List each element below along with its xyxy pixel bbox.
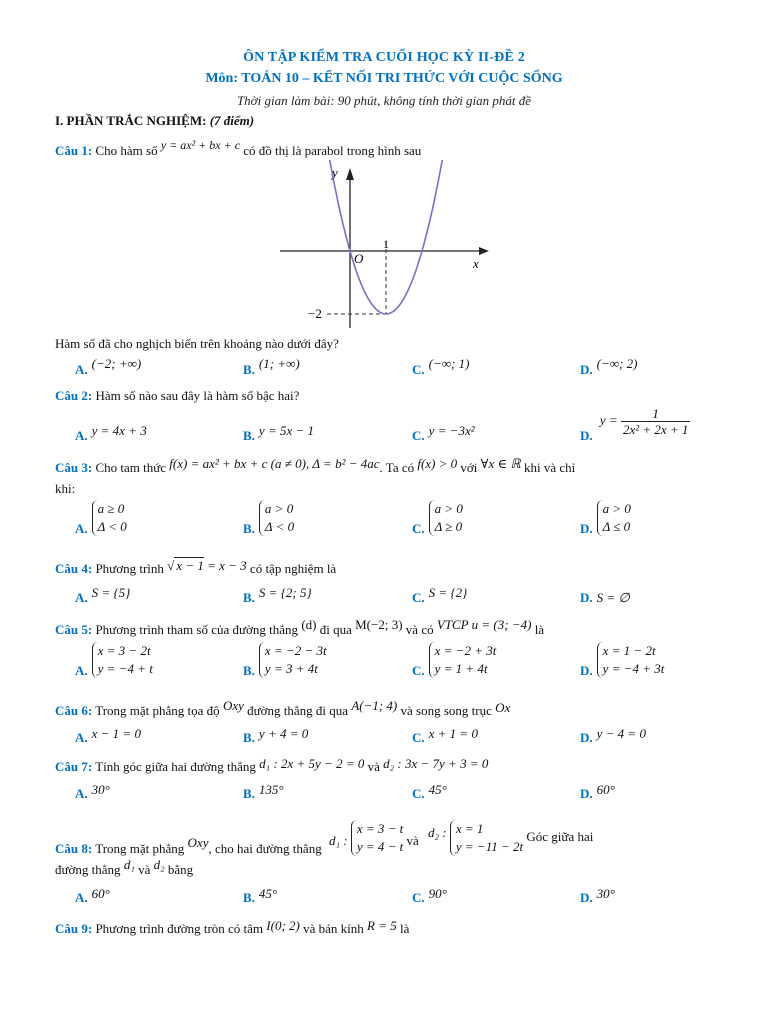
option-text: x − 1 = 0: [91, 726, 141, 741]
option-letter: D.: [580, 362, 593, 377]
question-text: và có: [405, 622, 434, 637]
system-line: x = 1: [455, 821, 484, 836]
question-3-stem: [55, 456, 576, 476]
system-d2: [450, 820, 523, 856]
question-text: là: [399, 921, 410, 936]
system: [597, 500, 631, 536]
option-text: 45°: [428, 782, 447, 797]
option-letter: A.: [75, 362, 88, 377]
formula: d₂ :: [428, 824, 447, 840]
question-text: , cho hai đường thẳng: [208, 840, 322, 856]
question-text: có tập nghiệm là: [249, 561, 337, 576]
question-label: Câu 5:: [55, 622, 93, 637]
option-text: S = {2; 5}: [258, 585, 312, 600]
option-letter: D.: [580, 590, 593, 605]
option-letter: B.: [243, 362, 255, 377]
formula: = x − 3: [207, 558, 247, 573]
q8-option-c[interactable]: [412, 886, 447, 906]
option-letter: C.: [412, 890, 425, 905]
option-letter: A.: [75, 428, 88, 443]
formula: f(x) > 0: [417, 456, 458, 471]
formula: Oxy: [187, 834, 209, 850]
q7-option-b[interactable]: [243, 782, 284, 802]
formula: d₁: [123, 857, 135, 872]
question-text: và: [138, 862, 151, 877]
q7-option-a[interactable]: [75, 782, 110, 802]
question-label: Câu 8:: [55, 840, 93, 856]
q7-option-c[interactable]: [412, 782, 447, 802]
formula: f(x) = ax² + bx + c (a ≠ 0), Δ = b² − 4ac: [169, 456, 380, 471]
question-text: và song song trục: [400, 703, 492, 718]
fraction-numerator: 1: [621, 406, 690, 422]
option-text: (−2; +∞): [91, 356, 142, 371]
q5-option-b[interactable]: [243, 642, 327, 678]
formula: R = 5: [367, 918, 397, 933]
question-6-stem: [55, 698, 511, 719]
x-axis-label: x: [473, 256, 479, 271]
formula: d₂ : 3x − 7y + 3 = 0: [383, 756, 489, 771]
system-line: Δ < 0: [97, 519, 127, 534]
question-text: Hàm số nào sau đây là hàm số bậc hai?: [95, 388, 300, 403]
system-line: x = −2 − 3t: [264, 643, 327, 658]
section-heading: [55, 113, 254, 129]
system-line: x = 1 − 2t: [602, 643, 656, 658]
question-text: có đồ thị là parabol trong hình sau: [243, 143, 422, 158]
q4-option-c[interactable]: [412, 585, 468, 606]
sqrt-radicand: x − 1: [176, 558, 204, 573]
x-tick-label: 1: [383, 237, 389, 251]
question-text: và: [406, 832, 419, 848]
formula: Oxy: [222, 698, 244, 713]
q6-option-c[interactable]: [412, 726, 478, 746]
option-text: y + 4 = 0: [258, 726, 309, 741]
system-line: Δ ≥ 0: [434, 519, 463, 534]
option-text: y =: [599, 412, 618, 428]
formula: A(−1; 4): [351, 698, 398, 713]
question-7-stem: [55, 756, 489, 775]
question-text: Tính góc giữa hai đường thẳng: [95, 759, 256, 774]
formula: y = ax² + bx + c: [160, 138, 241, 152]
system: [92, 500, 127, 536]
option-text: 30°: [596, 886, 615, 901]
system-line: a > 0: [264, 501, 294, 516]
option-text: (−∞; 2): [596, 356, 638, 371]
fraction: [621, 406, 690, 437]
option-letter: B.: [243, 520, 255, 536]
question-1-ask: Hàm số đã cho nghịch biến trên khoảng nào dưới đây?: [55, 336, 339, 351]
x-axis-arrow: [479, 247, 489, 255]
question-3-cont: khi:: [55, 481, 76, 496]
question-1-stem: [55, 138, 422, 159]
question-text: Trong mặt phẳng tọa độ: [95, 703, 220, 718]
system-line: x = 3 − t: [356, 821, 404, 836]
option-letter: A.: [75, 890, 88, 905]
q1-option-d[interactable]: [580, 356, 638, 378]
exam-title: ÔN TẬP KIỂM TRA CUỐI HỌC KỲ II-ĐỀ 2: [243, 50, 525, 65]
option-letter: B.: [243, 786, 255, 801]
q3-option-b[interactable]: [243, 500, 294, 536]
q4-option-a[interactable]: [75, 585, 131, 606]
option-text: x + 1 = 0: [428, 726, 478, 741]
question-text: đường thẳng đi qua: [247, 703, 349, 718]
section-label: I. PHẦN TRẮC NGHIỆM:: [55, 113, 207, 128]
option-letter: C.: [412, 520, 425, 536]
option-letter: B.: [243, 730, 255, 745]
question-text: bằng: [167, 862, 194, 877]
option-letter: D.: [580, 662, 593, 678]
question-label: Câu 4:: [55, 561, 93, 576]
system-line: y = 1 + 4t: [434, 661, 488, 676]
formula: (d): [301, 617, 317, 632]
formula: ∀x ∈ ℝ: [480, 456, 521, 471]
question-text: Cho tam thức: [95, 460, 167, 475]
question-text: đi qua: [319, 622, 352, 637]
q5-option-c[interactable]: [412, 642, 496, 678]
question-label: Câu 1:: [55, 143, 93, 158]
q4-option-d[interactable]: [580, 590, 630, 606]
question-4-stem: Câu 4: Phương trình √ x − 1 = x − 3 có tập nghiệm là: [55, 558, 337, 576]
question-text: với: [460, 460, 478, 475]
option-letter: D.: [580, 428, 593, 444]
q2-option-b[interactable]: [243, 423, 315, 444]
option-text: 30°: [91, 782, 110, 797]
question-8-stem: [55, 820, 593, 856]
y-axis-label: y: [332, 165, 338, 180]
system: [259, 500, 294, 536]
option-text: y = 4x + 3: [91, 423, 147, 438]
option-text: y − 4 = 0: [596, 726, 646, 741]
question-text: Cho hàm số: [95, 143, 158, 158]
option-letter: D.: [580, 786, 593, 801]
system: [597, 642, 665, 678]
system: [259, 642, 327, 678]
option-letter: A.: [75, 520, 88, 536]
option-text: S = ∅: [596, 590, 630, 605]
system-line: Δ < 0: [264, 519, 295, 534]
question-8-cont: [55, 857, 194, 878]
system: [92, 642, 153, 678]
option-text: 45°: [258, 886, 278, 901]
system-line: Δ ≤ 0: [602, 519, 631, 534]
option-letter: C.: [412, 730, 425, 745]
q3-option-a[interactable]: [75, 500, 127, 536]
formula: VTCP u = (3; −4): [436, 617, 532, 632]
y-axis-arrow: [346, 168, 354, 180]
question-text: Phương trình: [95, 561, 164, 576]
q3-option-c[interactable]: [412, 500, 463, 536]
question-label: Câu 7:: [55, 759, 93, 774]
option-text: 60°: [91, 886, 110, 901]
formula: Ox: [495, 700, 511, 715]
option-letter: A.: [75, 662, 88, 678]
formula: I(0; 2): [266, 918, 300, 933]
q8-option-a[interactable]: [75, 886, 110, 906]
question-2-stem: [55, 388, 299, 404]
option-text: y = −3x²: [428, 423, 475, 438]
system-d1: [351, 820, 403, 856]
formula: M(−2; 3): [355, 617, 403, 632]
q1-option-b[interactable]: [243, 356, 300, 378]
fraction-denominator: 2x² + 2x + 1: [622, 422, 689, 437]
q5-option-d[interactable]: [580, 642, 664, 678]
system-line: x = 3 − 2t: [97, 643, 151, 658]
option-text: (1; +∞): [258, 356, 300, 371]
parabola-graph: [275, 160, 500, 330]
q2-option-d[interactable]: [580, 406, 690, 444]
question-text: là: [534, 622, 545, 637]
question-text: khi và chỉ: [523, 460, 576, 475]
section-points: (7 điểm): [209, 113, 255, 128]
q4-option-b[interactable]: [243, 585, 312, 606]
option-text: 90°: [428, 886, 447, 901]
question-5-stem: [55, 617, 545, 638]
option-letter: C.: [412, 662, 425, 678]
option-letter: D.: [580, 520, 593, 536]
system-line: y = 4 − t: [356, 839, 404, 854]
question-label: Câu 3:: [55, 460, 93, 475]
q8-option-d[interactable]: [580, 886, 615, 906]
system-line: y = −11 − 2t: [455, 839, 524, 854]
option-text: S = {5}: [91, 585, 131, 600]
system-line: a > 0: [602, 501, 631, 516]
option-letter: B.: [243, 662, 255, 678]
formula: d₁ : 2x + 5y − 2 = 0: [259, 756, 365, 771]
q3-option-d[interactable]: [580, 500, 631, 536]
option-letter: B.: [243, 890, 255, 905]
formula: d₁ :: [328, 832, 348, 848]
question-text: Phương trình đường tròn có tâm: [95, 921, 264, 936]
exam-subject: Môn: TOÁN 10 – KẾT NỐI TRI THỨC VỚI CUỘC SỐNG: [205, 71, 563, 86]
option-letter: C.: [412, 590, 425, 605]
question-text: và: [367, 759, 380, 774]
q8-option-b[interactable]: [243, 886, 278, 906]
exam-time-note: Thời gian làm bài: 90 phút, không tính thời gian phát đề: [236, 93, 532, 108]
question-text: . Ta có: [379, 460, 415, 475]
formula: d₂: [153, 857, 165, 872]
question-9-stem: [55, 918, 410, 937]
q6-option-b[interactable]: [243, 726, 309, 746]
question-text: Góc giữa hai: [526, 828, 594, 844]
question-label: Câu 2:: [55, 388, 93, 403]
question-text: Trong mặt phẳng: [95, 840, 185, 856]
system-line: y = 3 + 4t: [264, 661, 318, 676]
question-label: Câu 6:: [55, 703, 93, 718]
option-letter: C.: [412, 362, 425, 377]
option-text: S = {2}: [428, 585, 468, 600]
question-text: và bán kính: [303, 921, 364, 936]
system-line: y = −4 + 3t: [602, 661, 665, 676]
system-line: a > 0: [434, 501, 463, 516]
q2-option-c[interactable]: [412, 423, 475, 444]
option-text: 60°: [596, 782, 615, 797]
system-line: a ≥ 0: [97, 501, 125, 516]
option-letter: D.: [580, 890, 593, 905]
q1-option-a[interactable]: [75, 356, 142, 378]
y-tick-label: −2: [308, 306, 322, 321]
system-line: y = −4 + t: [97, 661, 153, 676]
question-text: đường thẳng: [55, 862, 121, 877]
origin-label: O: [354, 251, 364, 266]
option-letter: A.: [75, 786, 88, 801]
option-letter: B.: [243, 590, 255, 605]
q5-option-a[interactable]: [75, 642, 153, 678]
option-letter: A.: [75, 730, 88, 745]
option-text: y = 5x − 1: [258, 423, 315, 438]
option-text: (−∞; 1): [428, 356, 470, 371]
option-letter: C.: [412, 786, 425, 801]
option-letter: D.: [580, 730, 593, 745]
system: [429, 642, 497, 678]
question-label: Câu 9:: [55, 921, 93, 936]
system: [429, 500, 463, 536]
q7-option-d[interactable]: [580, 782, 615, 802]
q2-option-a[interactable]: [75, 423, 147, 444]
q1-option-c[interactable]: [412, 356, 470, 378]
option-letter: A.: [75, 590, 88, 605]
option-text: 135°: [258, 782, 284, 797]
system-line: x = −2 + 3t: [434, 643, 497, 658]
q6-option-a[interactable]: [75, 726, 141, 746]
option-letter: C.: [412, 428, 425, 443]
option-letter: B.: [243, 428, 255, 443]
question-text: Phương trình tham số của đường thẳng: [95, 622, 299, 637]
q6-option-d[interactable]: [580, 726, 646, 746]
